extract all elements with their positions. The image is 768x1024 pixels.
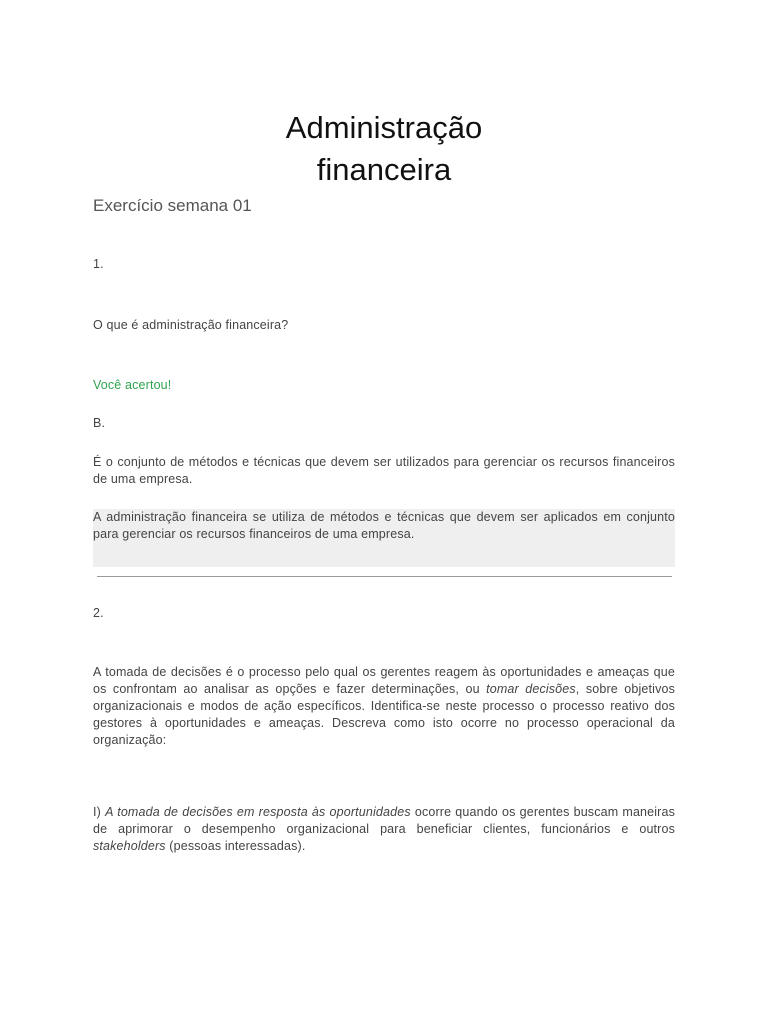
question-1-number: 1. xyxy=(93,257,104,271)
answer-item-1-part2: (pessoas interessadas). xyxy=(165,839,306,853)
question-2-text-part2: , sobre objetivos organizacionais e modos de ação específicos. Identifica-se neste processo o processo reativo dos gestores à oportunidades e ameaças. Descreva como isto ocorre no processo operacional da organização: xyxy=(93,682,675,747)
exercise-subtitle: Exercício semana 01 xyxy=(93,196,252,215)
answer-item-1 xyxy=(93,804,675,855)
page-title xyxy=(0,107,768,191)
answer-item-1-prefix: I) xyxy=(93,805,106,819)
answer-text: É o conjunto de métodos e técnicas que devem ser utilizados para gerenciar os recursos financeiros de uma empresa. xyxy=(93,455,675,486)
answer-item-1-part1: ocorre quando os gerentes buscam maneiras de aprimorar o desempenho organizacional para beneficiar clientes, funcionários e outros xyxy=(93,805,675,836)
result-correct-label: Você acertou! xyxy=(93,378,172,392)
question-2-text xyxy=(93,664,675,749)
question-2-number: 2. xyxy=(93,606,104,620)
explanation-box xyxy=(93,509,675,567)
question-2-text-part1: A tomada de decisões é o processo pelo qual os gerentes reagem às oportunidades e ameaças que os confrontam ao analisar as opções e fazer determinações, ou xyxy=(93,665,675,696)
page-title-line2: financeira xyxy=(316,151,452,187)
explanation-text: A administração financeira se utiliza de métodos e técnicas que devem ser aplicados em conjunto para gerenciar os recursos financeiros de uma empresa. xyxy=(93,510,675,541)
question-2-text-italic: tomar decisões xyxy=(486,682,576,696)
answer-item-1-italic: A tomada de decisões em resposta às oportunidades xyxy=(105,805,411,819)
answer-item-1-italic2: stakeholders xyxy=(93,839,166,853)
question-1-text: O que é administração financeira? xyxy=(93,318,289,332)
answer-letter: B. xyxy=(93,416,106,430)
page-title-line1: Administração xyxy=(285,109,483,145)
section-divider xyxy=(97,576,672,577)
